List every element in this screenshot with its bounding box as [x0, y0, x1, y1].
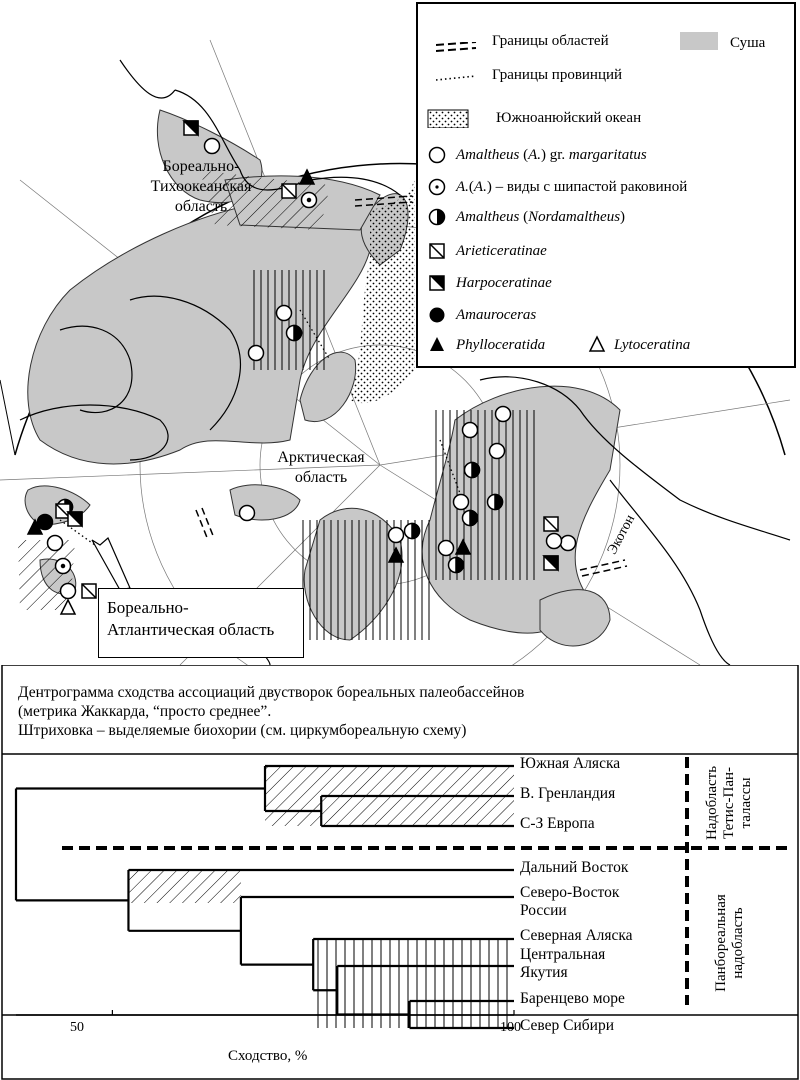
open-circle-marker: [61, 584, 76, 599]
open-circle-marker: [389, 528, 404, 543]
dot-circle-icon: [426, 177, 448, 197]
open-circle-marker: [249, 346, 264, 361]
half-square-marker: [544, 556, 558, 570]
superregion-label-tethys: Надобласть Тетис-Пан- талассы: [704, 765, 754, 841]
hatched-swatch-icon: [426, 108, 472, 128]
leaf-label-north-alaska: Северная Аляска: [520, 927, 633, 944]
half-circle-marker: [488, 495, 503, 510]
open-circle-marker: [48, 536, 63, 551]
half-square-icon: [426, 273, 448, 293]
legend-item-spiny-species: [426, 174, 786, 200]
legend-item-land: [678, 30, 790, 56]
superregion-label-panboreal: Панбореальная надобласть: [713, 894, 746, 992]
dotted-line-icon: [436, 74, 478, 94]
diag-square-marker: [82, 584, 96, 598]
region-label-boreal-pacific: Бореально- Тихоокеанская область: [150, 158, 252, 215]
legend-item-amaltheus-margaritatus: [426, 142, 786, 168]
half-circle-marker: [465, 463, 480, 478]
double-dashed-line-icon: [436, 42, 478, 62]
legend-label: Amaltheus (A.) gr. margaritatus: [456, 147, 647, 163]
diag-square-marker: [282, 184, 296, 198]
land-swatch-icon: [678, 30, 722, 50]
filled-circle-marker: [38, 515, 53, 530]
open-circle-marker: [277, 306, 292, 321]
half-circle-marker: [463, 511, 478, 526]
legend-item-lytoceratina: [586, 332, 786, 358]
hatch-far-east: [128, 870, 240, 903]
legend-label: Южноанюйский океан: [496, 110, 642, 126]
diag-square-marker: [544, 517, 558, 531]
x-axis-label: Сходство, %: [228, 1048, 308, 1064]
legend-label: Harpoceratinae: [456, 275, 552, 291]
leaf-label-barents-sea: Баренцево море: [520, 990, 625, 1007]
leaf-label-east-greenland: В. Гренландия: [520, 785, 616, 802]
legend-label: Arieticeratinae: [456, 243, 547, 259]
open-triangle-icon: [586, 335, 608, 355]
open-circle-marker: [454, 495, 469, 510]
half-circle-marker: [405, 524, 420, 539]
half-circle-marker: [449, 558, 464, 573]
region-label-ecotone: Экотон: [604, 512, 639, 558]
region-pointer: [92, 538, 130, 590]
leaf-label-south-alaska: Южная Аляска: [520, 755, 621, 772]
region-label-arctic: Арктическая область: [277, 449, 365, 486]
open-circle-marker: [205, 139, 220, 154]
dendrogram-chart: [0, 665, 800, 1080]
x-tick-label: 100: [500, 1020, 521, 1035]
caption-line: Штриховка – выделяемые биохории (см. циркумбореальную схему): [18, 722, 467, 739]
legend-label: A.(A.) – виды с шипастой раковиной: [456, 179, 688, 195]
caption-line: Дентрограмма сходства ассоциаций двустворок бореальных палеобассейнов: [18, 684, 525, 701]
legend-label: Amauroceras: [456, 307, 537, 323]
leaf-label-ne-russia: Северо-Восток России: [520, 884, 620, 919]
boreal-atlantic-label-box: [98, 588, 304, 658]
legend-label: Суша: [730, 35, 766, 51]
filled-triangle-icon: [426, 335, 448, 355]
legend-item-province-boundaries: [426, 62, 786, 88]
leaf-label-central-yakutia: Центральная Якутия: [520, 946, 606, 981]
filled-circle-icon: [426, 305, 448, 325]
legend-item-south-anyui-ocean: [426, 105, 786, 131]
legend-label: Границы областей: [492, 33, 609, 49]
open-circle-marker: [439, 541, 454, 556]
dot-circle-marker: [302, 193, 317, 208]
open-circle-marker: [490, 444, 505, 459]
half-circle-marker: [287, 326, 302, 341]
legend-item-arieticeratinae: [426, 238, 786, 264]
globe-edge-left: [0, 380, 15, 455]
region-label-boreal-atlantic: Бореально- Атлантическая область: [107, 598, 275, 639]
open-circle-marker: [463, 423, 478, 438]
open-circle-marker: [547, 534, 562, 549]
legend-label: Lytoceratina: [614, 337, 691, 353]
legend-label: Phylloceratida: [456, 337, 546, 353]
dendrogram-panel: [0, 665, 800, 1080]
open-circle-icon: [426, 145, 448, 165]
half-square-marker: [184, 121, 198, 135]
leaf-label-north-siberia: Север Сибири: [520, 1017, 614, 1034]
half-square-marker: [68, 512, 82, 526]
map-legend: [416, 2, 796, 368]
legend-item-nordamaltheus: [426, 204, 786, 230]
dot-circle-marker: [56, 559, 71, 574]
half-circle-icon: [426, 207, 448, 227]
leaf-label-nw-europe: С-З Европа: [520, 815, 595, 832]
open-circle-marker: [496, 407, 511, 422]
caption-line: (метрика Жаккарда, “просто среднее”.: [18, 703, 272, 720]
open-circle-marker: [561, 536, 576, 551]
legend-label: Amaltheus (Nordamaltheus): [456, 209, 626, 225]
leaf-label-far-east: Дальний Восток: [520, 859, 629, 876]
legend-label: Границы провинций: [492, 67, 623, 83]
open-circle-marker: [240, 506, 255, 521]
legend-item-amauroceras: [426, 302, 786, 328]
x-tick-label: 50: [70, 1020, 84, 1035]
legend-item-harpoceratinae: [426, 270, 786, 296]
diag-square-icon: [426, 241, 448, 261]
